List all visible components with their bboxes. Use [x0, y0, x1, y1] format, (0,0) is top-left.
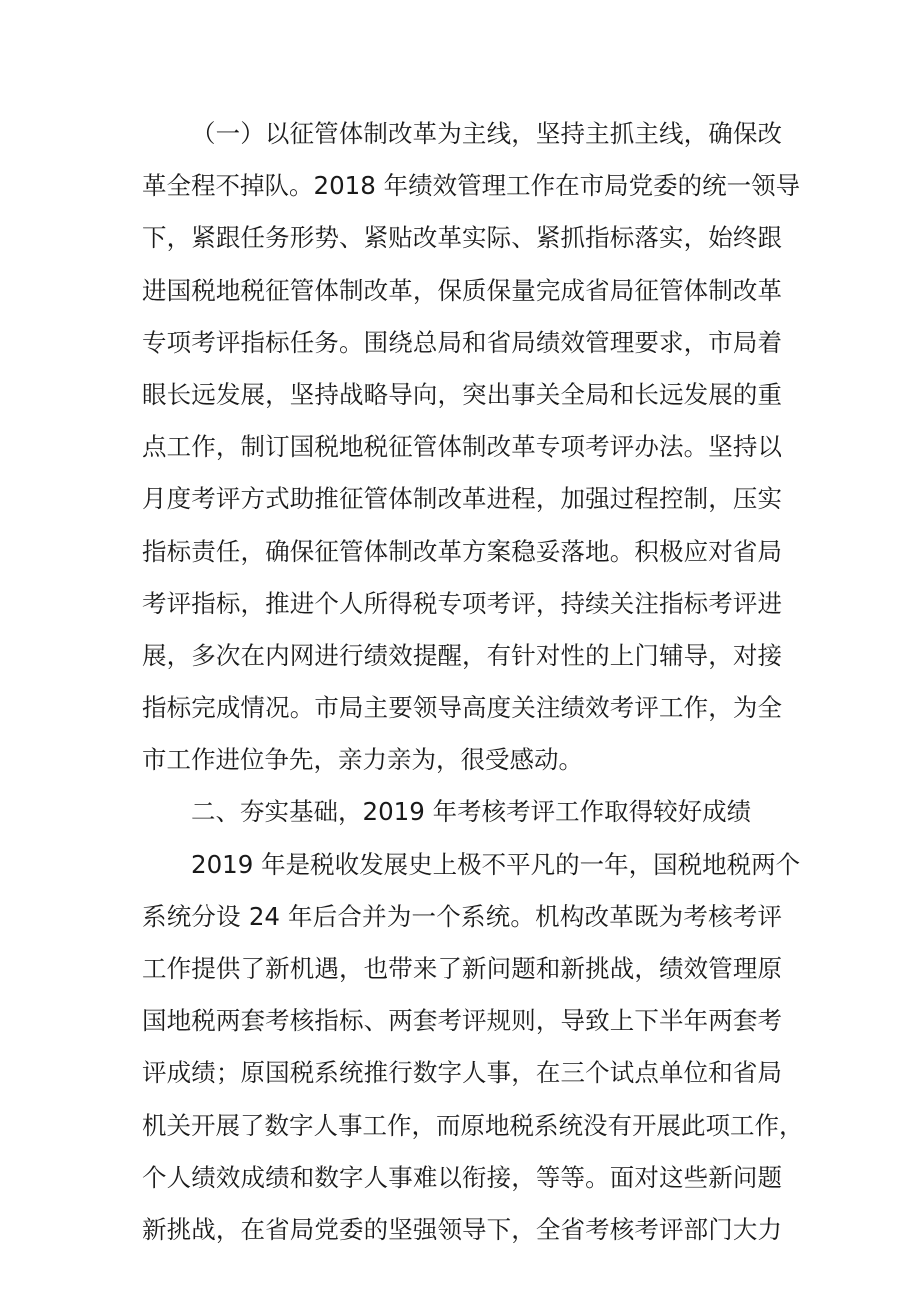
paragraph-1-line-2: 革全程不掉队。2018 年绩效管理工作在市局党委的统一领导 — [142, 171, 801, 201]
paragraph-2-line-8: 新挑战，在省局党委的坚强领导下，全省考核考评部门大力 — [142, 1214, 782, 1244]
paragraph-2-line-3: 工作提供了新机遇，也带来了新问题和新挑战，绩效管理原 — [142, 954, 782, 983]
document-body — [142, 108, 804, 1256]
paragraph-1-line-13: 市工作进位争先，亲力亲为，很受感动。 — [142, 745, 583, 775]
section-heading: 二、夯实基础，2019 年考核考评工作取得较好成绩 — [191, 797, 752, 827]
paragraph-2-line-4: 国地税两套考核指标、两套考评规则，导致上下半年两套考 — [142, 1006, 782, 1036]
paragraph-1-line-3: 下，紧跟任务形势、紧贴改革实际、紧抓指标落实，始终跟 — [142, 223, 782, 253]
paragraph-1-line-5: 专项考评指标任务。围绕总局和省局绩效管理要求，市局着 — [142, 327, 782, 357]
paragraph-1-line-12: 指标完成情况。市局主要领导高度关注绩效考评工作，为全 — [142, 693, 782, 723]
paragraph-1-line-10: 考评指标，推进个人所得税专项考评，持续关注指标考评进 — [142, 588, 782, 618]
paragraph-2-line-1: 2019 年是税收发展史上极不平凡的一年，国税地税两个 — [191, 849, 801, 879]
paragraph-1-line-6: 眼长远发展，坚持战略导向，突出事关全局和长远发展的重 — [142, 379, 782, 409]
paragraph-1-line-8: 月度考评方式助推征管体制改革进程，加强过程控制，压实 — [142, 484, 782, 514]
paragraph-2-line-2: 系统分设 24 年后合并为一个系统。机构改革既为考核考评 — [142, 901, 782, 931]
paragraph-1-line-9: 指标责任，确保征管体制改革方案稳妥落地。积极应对省局 — [142, 536, 782, 566]
paragraph-1-line-11: 展，多次在内网进行绩效提醒，有针对性的上门辅导，对接 — [142, 640, 782, 670]
paragraph-2-line-6: 机关开展了数字人事工作，而原地税系统没有开展此项工作， — [142, 1110, 804, 1140]
paragraph-1-line-4: 进国税地税征管体制改革，保质保量完成省局征管体制改革 — [142, 275, 782, 305]
paragraph-1-line-1: （一）以征管体制改革为主线，坚持主抓主线，确保改 — [191, 119, 782, 148]
paragraph-1-line-7: 点工作，制订国税地税征管体制改革专项考评办法。坚持以 — [142, 432, 782, 462]
paragraph-2-line-7: 个人绩效成绩和数字人事难以衔接，等等。面对这些新问题 — [142, 1162, 782, 1192]
paragraph-2-line-5: 评成绩；原国税系统推行数字人事，在三个试点单位和省局 — [142, 1058, 782, 1088]
